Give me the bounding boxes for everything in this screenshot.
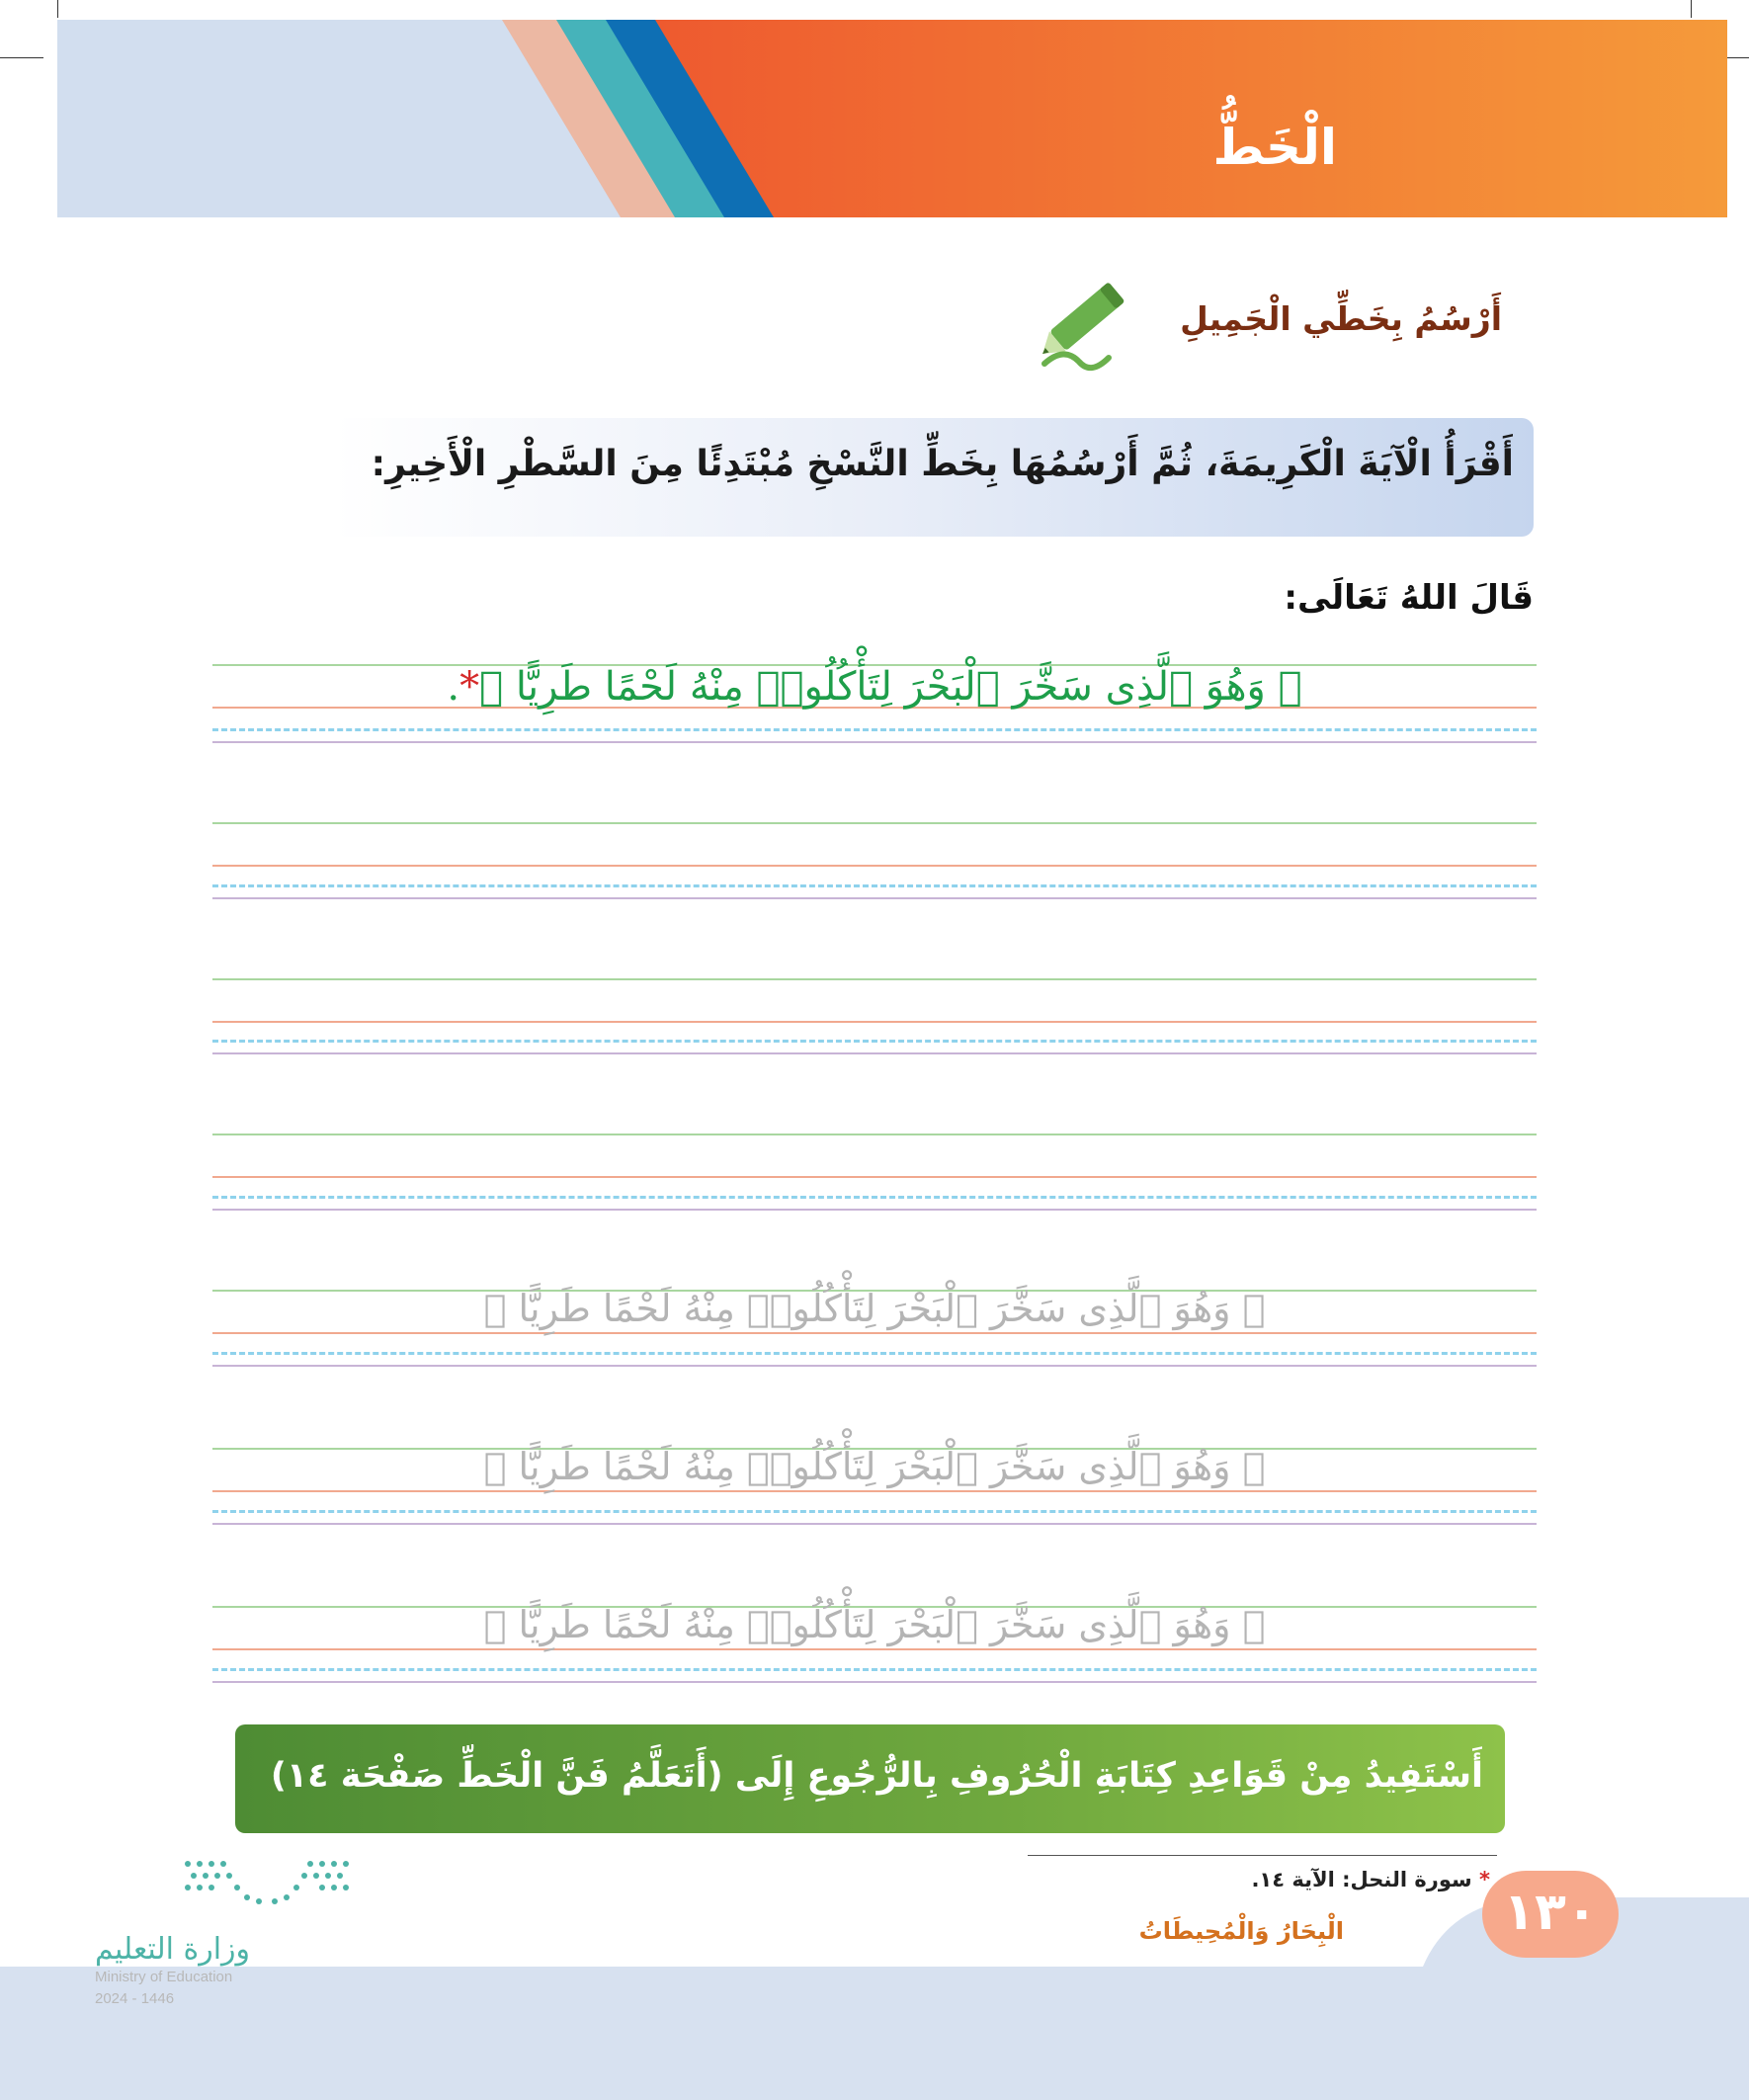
guide-line bbox=[212, 1021, 1537, 1023]
ministry-name-english: Ministry of Education bbox=[95, 1969, 233, 1985]
crop-mark bbox=[0, 57, 43, 58]
ministry-name-arabic: وزارة التعليم bbox=[95, 1932, 251, 1967]
verse-period: . bbox=[447, 664, 460, 710]
crop-mark bbox=[57, 0, 58, 18]
tip-text: أَسْتَفِيدُ مِنْ قَوَاعِدِ كِتَابَةِ الْحُرُوفِ بِالرُّجُوعِ إِلَى (أَتَعَلَّمُ فَنَّ الْخَطِّ صَفْحَة ١٤) bbox=[270, 1756, 1483, 1796]
guide-line bbox=[212, 1510, 1537, 1513]
guide-line bbox=[212, 1196, 1537, 1199]
verse-footnote-marker: * bbox=[459, 664, 480, 710]
guide-line bbox=[212, 978, 1537, 980]
verse-main-text: ﴿ وَهُوَ ٱلَّذِى سَخَّرَ ٱلْبَحْرَ لِتَأْكُلُوا۟ مِنْهُ لَحْمًا طَرِيًّا ﴾ bbox=[479, 664, 1302, 710]
page-title: الْخَطُّ bbox=[1212, 119, 1337, 176]
instruction-text: أَقْرَأُ الْآيَةَ الْكَرِيمَةَ، ثُمَّ أَرْسُمُهَا بِخَطِّ النَّسْخِ مُبْتَدِئًا مِنَ السَّطْرِ الْأَخِيرِ: bbox=[371, 444, 1514, 484]
guide-line bbox=[212, 1134, 1537, 1135]
guide-line bbox=[212, 1648, 1537, 1650]
guide-line bbox=[212, 884, 1537, 887]
guide-line bbox=[212, 822, 1537, 824]
guide-line bbox=[212, 1352, 1537, 1355]
guide-line bbox=[212, 1040, 1537, 1043]
footnote-divider bbox=[1028, 1855, 1497, 1856]
unit-title: الْبِحَارُ وَالْمُحِيطَاتُ bbox=[1138, 1917, 1344, 1945]
section-title: أَرْسُمُ بِخَطِّي الْجَمِيلِ bbox=[1180, 299, 1502, 338]
guide-line bbox=[212, 1523, 1537, 1525]
footer-band bbox=[0, 1967, 1749, 2100]
guide-line bbox=[212, 1052, 1537, 1054]
trace-verse-3: ﴿ وَهُوَ ٱلَّذِى سَخَّرَ ٱلْبَحْرَ لِتَأْكُلُوا۟ مِنْهُ لَحْمًا طَرِيًّا ﴾ bbox=[483, 1603, 1266, 1646]
guide-line bbox=[212, 1681, 1537, 1683]
guide-line bbox=[212, 1365, 1537, 1367]
guide-line bbox=[212, 741, 1537, 743]
guide-line bbox=[212, 1332, 1537, 1334]
guide-line bbox=[212, 1490, 1537, 1492]
crop-mark bbox=[1691, 0, 1692, 18]
verse-text bbox=[212, 664, 1537, 710]
guide-line bbox=[212, 897, 1537, 899]
guide-line bbox=[212, 1209, 1537, 1211]
guide-line bbox=[212, 1668, 1537, 1671]
guide-line bbox=[212, 728, 1537, 731]
tip-banner bbox=[235, 1724, 1505, 1833]
pencil-icon bbox=[1033, 265, 1141, 378]
chapter-header bbox=[57, 20, 1727, 217]
page-number: ١٣٠ bbox=[1503, 1883, 1598, 1942]
ministry-year: 2024 - 1446 bbox=[95, 1990, 175, 2007]
header-stripes bbox=[57, 20, 1727, 217]
instruction-banner bbox=[333, 418, 1534, 537]
guide-line bbox=[212, 1176, 1537, 1178]
footnote-marker: * bbox=[1479, 1868, 1490, 1891]
footnote-text: سورة النحل: الآية ١٤. bbox=[1251, 1868, 1472, 1891]
trace-verse-1: ﴿ وَهُوَ ٱلَّذِى سَخَّرَ ٱلْبَحْرَ لِتَأْكُلُوا۟ مِنْهُ لَحْمًا طَرِيًّا ﴾ bbox=[483, 1287, 1266, 1330]
guide-line bbox=[212, 865, 1537, 867]
trace-verse-2: ﴿ وَهُوَ ٱلَّذِى سَخَّرَ ٱلْبَحْرَ لِتَأْكُلُوا۟ مِنْهُ لَحْمًا طَرِيًّا ﴾ bbox=[483, 1445, 1266, 1488]
verse-intro: قَالَ اللهُ تَعَالَى: bbox=[1284, 578, 1534, 618]
ministry-logo-icon bbox=[178, 1856, 356, 1910]
